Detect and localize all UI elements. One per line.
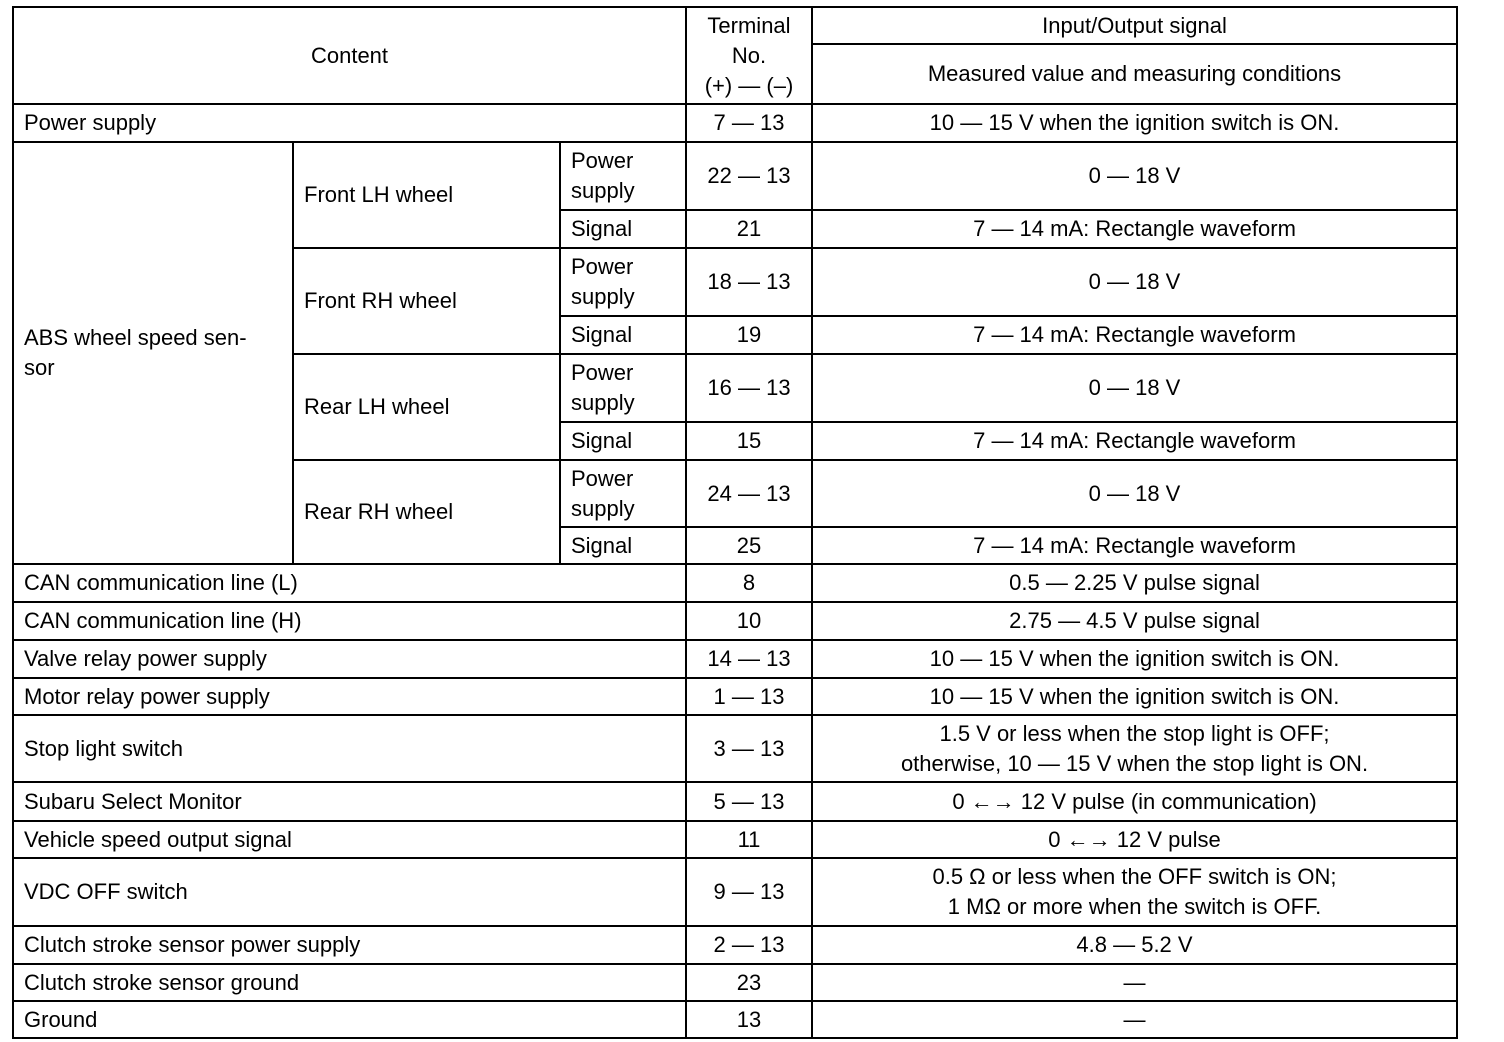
- table-row: [13, 104, 1457, 142]
- table-row: [13, 715, 1457, 782]
- table-row: [13, 821, 1457, 858]
- table-row: [13, 142, 1457, 210]
- table-row: [13, 564, 1457, 602]
- value-cell: 0.5 — 2.25 V pulse signal: [812, 564, 1457, 602]
- wheel-name: Rear LH wheel: [293, 354, 560, 460]
- value-cell: —: [812, 1001, 1457, 1038]
- header-terminal-line: No.: [731, 42, 767, 68]
- value-cell: 7 — 14 mA: Rectangle waveform: [812, 422, 1457, 460]
- terminal-cell: 1 — 13: [686, 678, 812, 715]
- terminal-cell: 16 — 13: [686, 354, 812, 422]
- power-supply-label: [560, 248, 686, 316]
- table-row: [13, 858, 1457, 926]
- terminal-cell: 19: [686, 316, 812, 354]
- terminal-cell: 22 — 13: [686, 142, 812, 210]
- terminal-cell: 23: [686, 964, 812, 1001]
- value-cell: 7 — 14 mA: Rectangle waveform: [812, 316, 1457, 354]
- signal-label: Signal: [560, 210, 686, 248]
- terminal-cell: 13: [686, 1001, 812, 1038]
- value-cell: 10 — 15 V when the ignition switch is ON.: [812, 678, 1457, 715]
- terminal-cell: 5 — 13: [686, 782, 812, 821]
- terminal-cell: 2 — 13: [686, 926, 812, 964]
- value-cell: 0 — 18 V: [812, 142, 1457, 210]
- terminal-cell: 14 — 13: [686, 640, 812, 678]
- header-measured: Measured value and measuring conditions: [812, 44, 1457, 104]
- value-cell: [812, 858, 1457, 926]
- content-cell: Clutch stroke sensor ground: [13, 964, 686, 1001]
- value-line: 1.5 V or less when the stop light is OFF;: [939, 720, 1330, 746]
- terminal-cell: 11: [686, 821, 812, 858]
- signal-label: Signal: [560, 316, 686, 354]
- terminal-cell: 18 — 13: [686, 248, 812, 316]
- terminal-cell: 9 — 13: [686, 858, 812, 926]
- value-cell: 0 ←→ 12 V pulse: [812, 821, 1457, 858]
- table-row: [13, 964, 1457, 1001]
- content-cell: Clutch stroke sensor power supply: [13, 926, 686, 964]
- content-cell: Motor relay power supply: [13, 678, 686, 715]
- value-cell: 2.75 — 4.5 V pulse signal: [812, 602, 1457, 640]
- label-line: supply: [571, 284, 635, 309]
- value-cell: 7 — 14 mA: Rectangle waveform: [812, 210, 1457, 248]
- label-line: supply: [571, 495, 635, 521]
- header-terminal-line: Terminal: [707, 12, 791, 38]
- header-terminal-line: (+) — (–): [704, 72, 794, 98]
- abs-label-line: ABS wheel speed sen-: [24, 325, 247, 350]
- content-cell: Stop light switch: [13, 715, 686, 782]
- abs-label-line: sor: [24, 355, 55, 380]
- content-cell: CAN communication line (L): [13, 564, 686, 602]
- label-line: supply: [571, 178, 635, 203]
- terminal-cell: 8: [686, 564, 812, 602]
- value-cell: [812, 715, 1457, 782]
- label-line: Power: [571, 148, 634, 173]
- value-cell: —: [812, 964, 1457, 1001]
- content-cell: VDC OFF switch: [13, 858, 686, 926]
- table-row: [13, 640, 1457, 678]
- header-terminal: [686, 7, 812, 104]
- signal-label: Signal: [560, 422, 686, 460]
- terminal-cell: 25: [686, 527, 812, 564]
- label-line: supply: [571, 390, 635, 415]
- value-cell: 0 — 18 V: [812, 248, 1457, 316]
- value-line: otherwise, 10 — 15 V when the stop light is ON.: [900, 750, 1369, 776]
- value-cell: 10 — 15 V when the ignition switch is ON.: [812, 640, 1457, 678]
- terminal-cell: 7 — 13: [686, 104, 812, 142]
- table-row: [13, 1001, 1457, 1038]
- table-row: [13, 678, 1457, 715]
- value-cell: 0 — 18 V: [812, 460, 1457, 527]
- value-cell: 0 ←→ 12 V pulse (in communication): [812, 782, 1457, 821]
- content-cell: CAN communication line (H): [13, 602, 686, 640]
- terminal-cell: 15: [686, 422, 812, 460]
- value-line: 0.5 Ω or less when the OFF switch is ON;: [932, 864, 1337, 889]
- table-row: [13, 782, 1457, 821]
- power-supply-label: [560, 460, 686, 527]
- terminal-cell: 24 — 13: [686, 460, 812, 527]
- abs-label: [13, 142, 293, 564]
- header-io-signal: Input/Output signal: [812, 7, 1457, 44]
- terminal-cell: 21: [686, 210, 812, 248]
- table-row: [13, 926, 1457, 964]
- table-row: [13, 602, 1457, 640]
- header-content: Content: [13, 7, 686, 104]
- wheel-name: Front LH wheel: [293, 142, 560, 248]
- content-cell: Subaru Select Monitor: [13, 782, 686, 821]
- value-line: 1 MΩ or more when the switch is OFF.: [947, 894, 1322, 919]
- content-cell: Vehicle speed output signal: [13, 821, 686, 858]
- label-line: Power: [571, 465, 634, 491]
- value-cell: 10 — 15 V when the ignition switch is ON.: [812, 104, 1457, 142]
- value-cell: 4.8 — 5.2 V: [812, 926, 1457, 964]
- power-supply-label: [560, 142, 686, 210]
- content-cell: Ground: [13, 1001, 686, 1038]
- value-cell: 7 — 14 mA: Rectangle waveform: [812, 527, 1457, 564]
- power-supply-label: [560, 354, 686, 422]
- wheel-name: Rear RH wheel: [293, 460, 560, 564]
- terminal-cell: 3 — 13: [686, 715, 812, 782]
- terminal-spec-table: [12, 6, 1458, 1039]
- value-cell: 0 — 18 V: [812, 354, 1457, 422]
- wheel-name: Front RH wheel: [293, 248, 560, 354]
- signal-label: Signal: [560, 527, 686, 564]
- terminal-cell: 10: [686, 602, 812, 640]
- label-line: Power: [571, 254, 634, 279]
- label-line: Power: [571, 360, 634, 385]
- content-cell: Valve relay power supply: [13, 640, 686, 678]
- content-cell: Power supply: [13, 104, 686, 142]
